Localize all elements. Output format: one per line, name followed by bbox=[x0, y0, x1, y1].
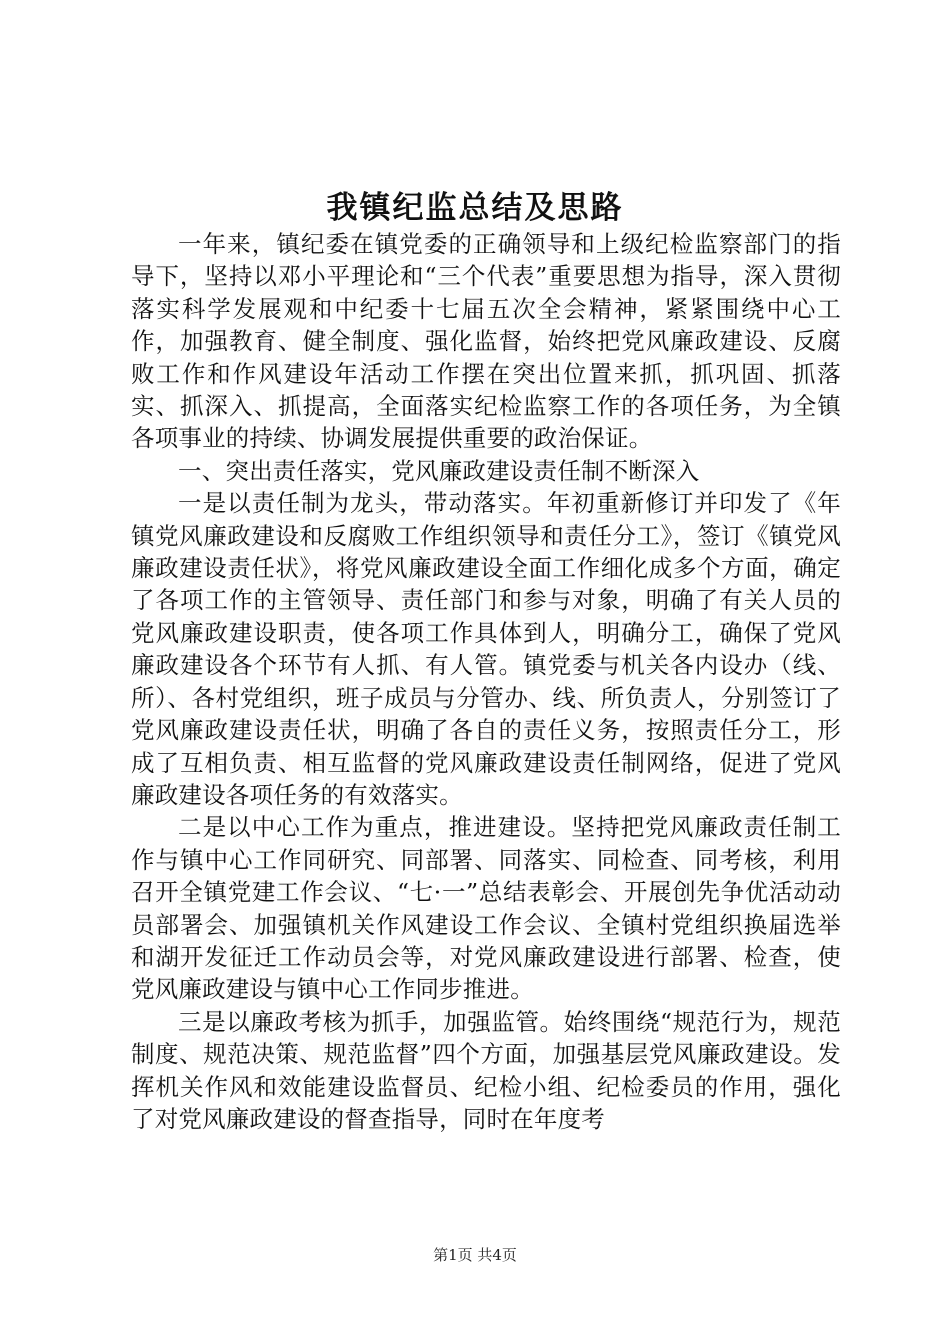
document-title: 我镇纪监总结及思路 bbox=[326, 190, 624, 226]
page-number-footer: 第1页 共4页 bbox=[433, 1246, 517, 1264]
document-body bbox=[131, 228, 841, 1135]
paragraph-intro: 一年来，镇纪委在镇党委的正确领导和上级纪检监察部门的指导下，坚持以邓小平理论和“三个代表”重要思想为指导，深入贯彻落实科学发展观和中纪委十七届五次全会精神，紧紧围绕中心工作，加强教育、健全制度、强化监督，始终把党风廉政建设、反腐败工作和作风建设年活动工作摆在突出位置来抓，抓巩固、抓落实、抓深入、抓提高，全面落实纪检监察工作的各项任务，为全镇各项事业的持续、协调发展提供重要的政治保证。 bbox=[131, 230, 841, 453]
paragraph-point-3: 三是以廉政考核为抓手，加强监管。始终围绕“规范行为，规范制度、规范决策、规范监督”四个方面，加强基层党风廉政建设。发挥机关作风和效能建设监督员、纪检小组、纪检委员的作用，强化了对党风廉政建设的督查指导，同时在年度考 bbox=[131, 1007, 841, 1133]
paragraph-point-1: 一是以责任制为龙头，带动落实。年初重新修订并印发了《年镇党风廉政建设和反腐败工作组织领导和责任分工》，签订《镇党风廉政建设责任状》，将党风廉政建设全面工作细化成多个方面，确定了各项工作的主管领导、责任部门和参与对象，明确了有关人员的党风廉政建设职责，使各项工作具体到人，明确分工，确保了党风廉政建设各个环节有人抓、有人管。镇党委与机关各内设办（线、所）、各村党组织，班子成员与分管办、线、所负责人，分别签订了党风廉政建设责任状，明确了各自的责任义务，按照责任分工，形成了互相负责、相互监督的党风廉政建设责任制网络，促进了党风廉政建设各项任务的有效落实。 bbox=[131, 489, 841, 809]
section-heading-1: 一、突出责任落实，党风廉政建设责任制不断深入 bbox=[178, 456, 700, 485]
paragraph-point-2: 二是以中心工作为重点，推进建设。坚持把党风廉政责任制工作与镇中心工作同研究、同部署、同落实、同检查、同考核，利用召开全镇党建工作会议、“七·一”总结表彰会、开展创先争优活动动员部署会、加强镇机关作风建设工作会议、全镇村党组织换届选举和湖开发征迁工作动员会等，对党风廉政建设进行部署、检查，使党风廉政建设与镇中心工作同步推进。 bbox=[131, 813, 841, 1004]
